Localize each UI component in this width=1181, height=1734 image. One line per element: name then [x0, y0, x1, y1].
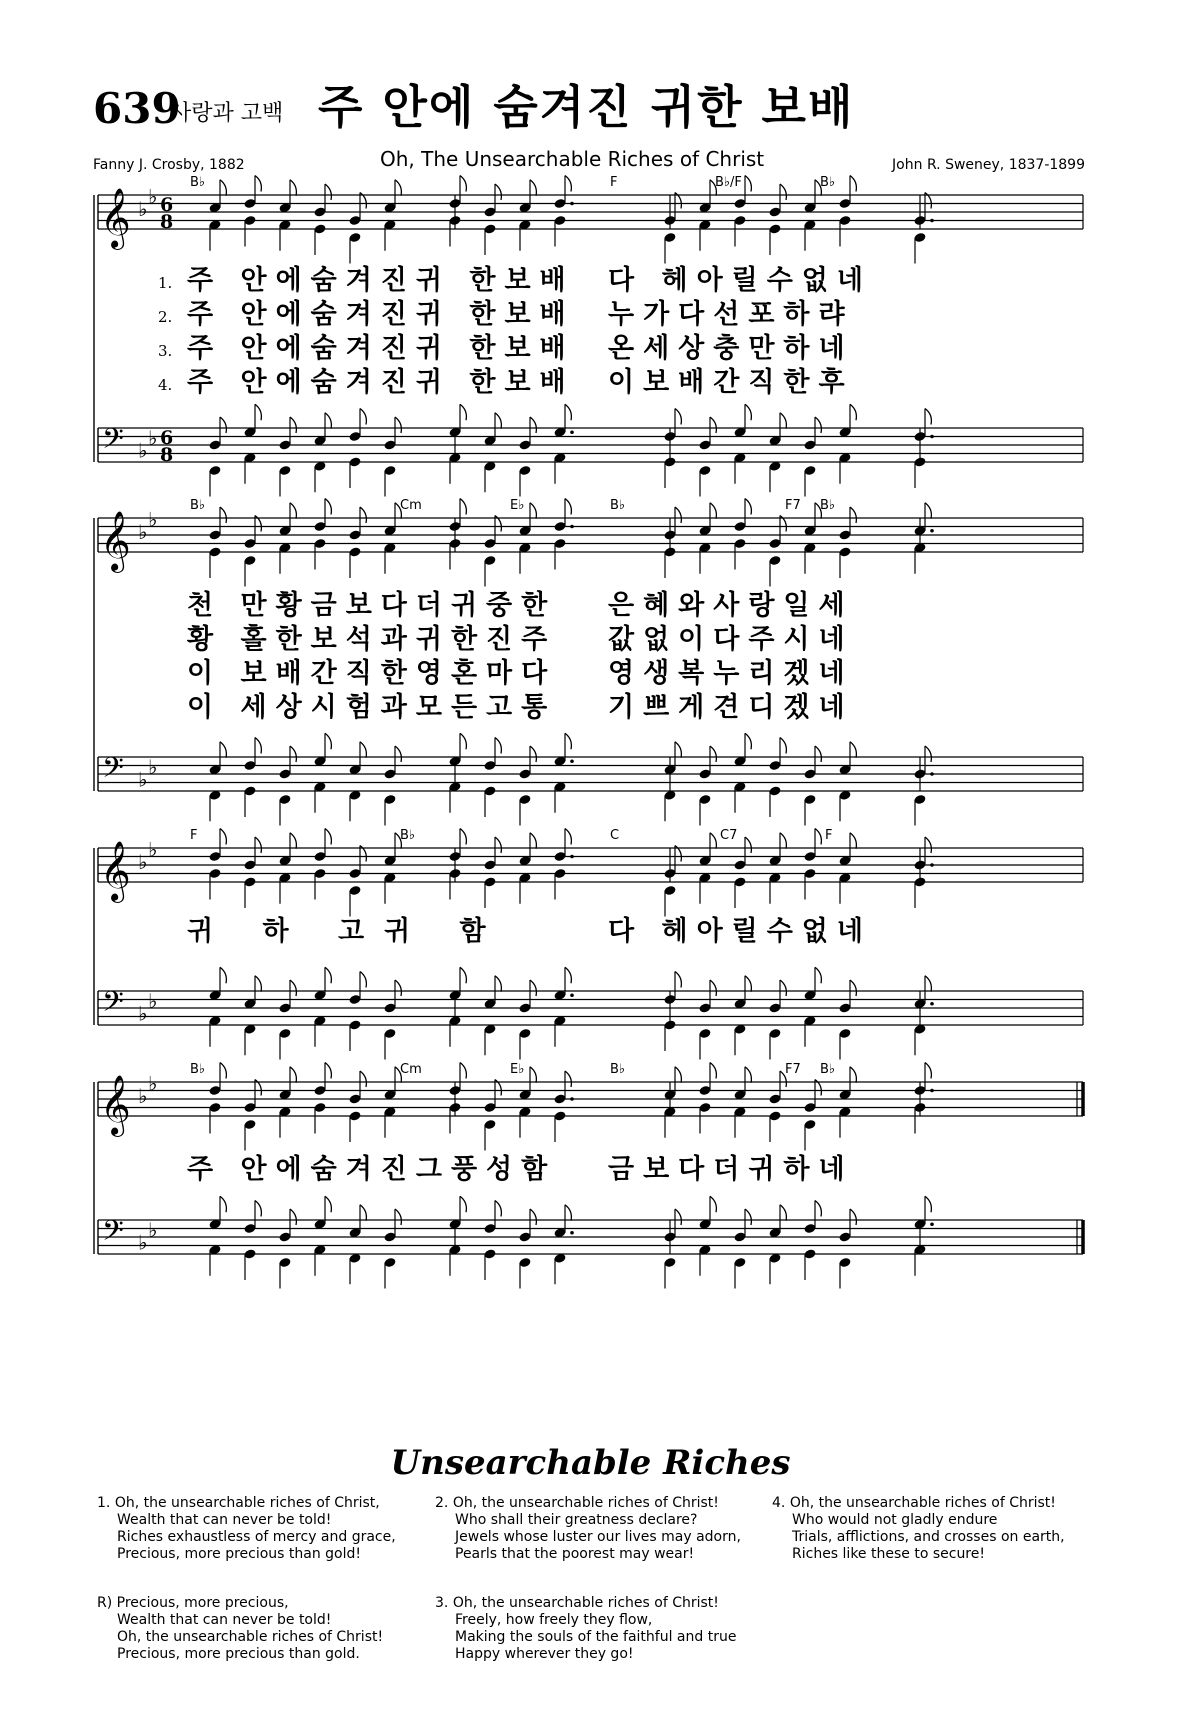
dot — [570, 993, 574, 997]
note-flag — [565, 1071, 571, 1087]
note-flag — [565, 733, 571, 749]
key-flat: ♭ — [148, 1217, 158, 1242]
note-flag — [220, 829, 226, 845]
chord-symbol: B♭ — [190, 175, 206, 190]
note-flag — [360, 742, 366, 758]
key-flat: ♭ — [138, 850, 148, 874]
note-flag — [395, 980, 401, 996]
key-flat: ♭ — [148, 1071, 158, 1096]
lyric-line-part-b: 다 헤아릴수없네 — [608, 265, 872, 296]
note-flag — [925, 409, 931, 425]
lyric-line-part-b: 영생복누리겠네 — [608, 658, 854, 689]
note-flag — [675, 972, 681, 988]
chord-symbol: B♭ — [610, 1062, 626, 1077]
chord-symbol: B♭/F — [715, 175, 742, 190]
note-flag — [460, 1063, 466, 1079]
verse-number: 3. — [158, 342, 173, 360]
note-flag — [495, 1201, 501, 1217]
chord-symbol: F — [190, 828, 198, 843]
note-flag — [780, 184, 786, 200]
verse-line: 4. Oh, the unsearchable riches of Christ! — [772, 1495, 1056, 1511]
note-flag — [220, 180, 226, 196]
bass-clef: 𝄢 — [102, 1214, 124, 1255]
chord-symbol: F — [825, 828, 833, 843]
bass-clef: 𝄢 — [102, 751, 124, 792]
english-title: Oh, The Unsearchable Riches of Christ — [380, 147, 765, 171]
key-flat: ♭ — [138, 767, 148, 792]
note-flag — [360, 1205, 366, 1221]
note-flag — [360, 1071, 366, 1087]
note-flag — [220, 967, 226, 983]
note-flag — [745, 176, 751, 192]
note-flag — [850, 176, 856, 192]
note-flag — [710, 503, 716, 519]
note-flag — [460, 1196, 466, 1212]
note-flag — [395, 417, 401, 433]
note-flag — [395, 1209, 401, 1225]
note-flag — [675, 507, 681, 523]
lyric-line-part-a: 주 안에숨겨진귀 한보배 — [187, 333, 575, 364]
note-flag — [290, 503, 296, 519]
note-flag — [850, 833, 856, 849]
note-flag — [710, 1063, 716, 1079]
note-flag — [460, 733, 466, 749]
chord-symbol: B♭ — [190, 1062, 206, 1077]
note-flag — [565, 1205, 571, 1221]
dot — [570, 1097, 574, 1101]
english-verse-1 — [97, 1495, 396, 1563]
verse-line: Making the souls of the faithful and true — [455, 1629, 737, 1645]
hymn-category: 사랑과 고백 — [170, 101, 284, 126]
time-sig-bottom: 8 — [160, 444, 174, 466]
note-flag — [460, 499, 466, 515]
note-flag — [780, 833, 786, 849]
note-flag — [745, 976, 751, 992]
note-flag — [565, 499, 571, 515]
note-flag — [925, 746, 931, 762]
lyric-line-part-a: 주 안에숨겨진그풍성함 — [187, 1154, 557, 1185]
note-flag — [530, 980, 536, 996]
note-flag — [850, 1067, 856, 1083]
dot — [570, 1231, 574, 1235]
dot — [930, 1002, 934, 1006]
note-flag — [745, 404, 751, 420]
note-flag — [325, 1063, 331, 1079]
lyric-line-part-b: 다 헤아릴수없네 — [608, 916, 872, 947]
note-flag — [675, 742, 681, 758]
note-flag — [530, 417, 536, 433]
note-flag — [255, 176, 261, 192]
verse-line: R) Precious, more precious, — [97, 1595, 289, 1611]
lyric-line-part-b: 온세상충만하네 — [608, 333, 854, 364]
dot — [930, 1089, 934, 1093]
dot — [570, 202, 574, 206]
note-flag — [780, 738, 786, 754]
chord-symbol: F7 — [785, 498, 801, 513]
lyric-line-part-a: 천 만황금보다더귀중한 — [187, 590, 557, 621]
key-flat: ♭ — [148, 988, 158, 1013]
dot — [570, 430, 574, 434]
verse-line: Freely, how freely they flow, — [455, 1612, 653, 1628]
note-flag — [815, 967, 821, 983]
key-flat: ♭ — [138, 1230, 148, 1255]
note-flag — [290, 980, 296, 996]
note-flag — [850, 507, 856, 523]
note-flag — [495, 837, 501, 853]
note-flag — [395, 180, 401, 196]
verse-line: 2. Oh, the unsearchable riches of Christ! — [435, 1495, 719, 1511]
verse-line: Riches exhaustless of mercy and grace, — [117, 1529, 396, 1545]
dot — [570, 525, 574, 529]
note-flag — [255, 837, 261, 853]
chord-symbol: B♭ — [400, 828, 416, 843]
note-flag — [220, 742, 226, 758]
note-flag — [360, 507, 366, 523]
note-flag — [850, 1209, 856, 1225]
english-verse-4 — [772, 1495, 1065, 1563]
note-flag — [220, 417, 226, 433]
note-flag — [460, 829, 466, 845]
note-flag — [850, 404, 856, 420]
chord-symbol: E♭ — [510, 1062, 525, 1077]
dot — [930, 435, 934, 439]
note-flag — [255, 738, 261, 754]
hymn-number: 639 — [93, 84, 181, 133]
note-flag — [925, 976, 931, 992]
verse-line: Jewels whose luster our lives may adorn, — [455, 1529, 741, 1545]
lyric-line-part-b: 금보다더귀하네 — [608, 1154, 854, 1185]
note-flag — [745, 1067, 751, 1083]
note-flag — [710, 746, 716, 762]
note-flag — [780, 980, 786, 996]
verse-line: Wealth that can never be told! — [117, 1512, 332, 1528]
verse-line: 3. Oh, the unsearchable riches of Christ! — [435, 1595, 719, 1611]
treble-clef: 𝄞 — [100, 511, 131, 571]
verse-line: Precious, more precious than gold! — [117, 1546, 362, 1562]
note-flag — [675, 409, 681, 425]
note-flag — [850, 742, 856, 758]
english-verse-2 — [435, 1495, 741, 1563]
note-flag — [850, 980, 856, 996]
verse-number: 1. — [158, 274, 173, 292]
note-flag — [530, 746, 536, 762]
lyric-line-part-b: 값없이다주시네 — [608, 624, 854, 655]
note-flag — [710, 417, 716, 433]
note-flag — [495, 184, 501, 200]
note-flag — [290, 417, 296, 433]
lyric-line-part-b: 기쁘게견디겠네 — [608, 692, 854, 723]
note-flag — [710, 1196, 716, 1212]
lyric-line-part-a: 주 안에숨겨진귀 한보배 — [187, 367, 575, 398]
note-flag — [745, 1209, 751, 1225]
time-sig-top: 6 — [160, 194, 174, 216]
note-flag — [360, 972, 366, 988]
lyric-line-part-a: 주 안에숨겨진귀 한보배 — [187, 265, 575, 296]
note-flag — [290, 833, 296, 849]
note-flag — [325, 413, 331, 429]
note-flag — [745, 733, 751, 749]
key-flat: ♭ — [138, 520, 148, 544]
note-flag — [780, 413, 786, 429]
verse-line: Trials, afflictions, and crosses on earth, — [792, 1529, 1065, 1545]
note-flag — [255, 1201, 261, 1217]
key-flat: ♭ — [148, 507, 158, 532]
note-flag — [290, 746, 296, 762]
chord-symbol: B♭ — [820, 1062, 836, 1077]
time-sig-top: 6 — [160, 427, 174, 449]
key-flat: ♭ — [148, 754, 158, 779]
note-flag — [290, 180, 296, 196]
note-flag — [220, 1063, 226, 1079]
dot — [930, 219, 934, 223]
note-flag — [495, 413, 501, 429]
verse-line: Wealth that can never be told! — [117, 1612, 332, 1628]
chord-symbol: C — [610, 828, 620, 843]
note-flag — [495, 738, 501, 754]
note-flag — [255, 404, 261, 420]
note-flag — [325, 499, 331, 515]
note-flag — [780, 1205, 786, 1221]
time-sig-bottom: 8 — [160, 211, 174, 233]
bass-clef: 𝄢 — [102, 985, 124, 1026]
key-flat: ♭ — [138, 1084, 148, 1108]
note-flag — [530, 1067, 536, 1083]
lyric-line-part-b: 누가다선포하랴 — [608, 299, 854, 330]
treble-clef: 𝄞 — [100, 1075, 131, 1135]
verse-line: Pearls that the poorest may wear! — [455, 1546, 695, 1562]
chord-symbol: B♭ — [190, 498, 206, 513]
dot — [930, 863, 934, 867]
note-flag — [530, 833, 536, 849]
note-flag — [530, 1209, 536, 1225]
dot — [930, 529, 934, 533]
note-flag — [925, 503, 931, 519]
english-hymn-title: Unsearchable Riches — [390, 1443, 791, 1483]
note-flag — [290, 1209, 296, 1225]
treble-clef: 𝄞 — [100, 188, 131, 248]
lyric-line-part-b: 이보배간직한후 — [608, 367, 854, 398]
english-verse-3 — [435, 1595, 736, 1663]
chord-symbol: F — [610, 175, 618, 190]
chord-symbol: F7 — [785, 1062, 801, 1077]
lyric-line-part-b: 은혜와사랑일세 — [608, 590, 854, 621]
key-flat: ♭ — [148, 184, 158, 209]
note-flag — [745, 837, 751, 853]
chord-symbol: B♭ — [820, 498, 836, 513]
note-flag — [325, 184, 331, 200]
note-flag — [925, 837, 931, 853]
note-flag — [925, 1196, 931, 1212]
key-flat: ♭ — [148, 837, 158, 862]
note-flag — [815, 417, 821, 433]
dot — [930, 772, 934, 776]
lyric-line-part-a: 주 안에숨겨진귀 한보배 — [187, 299, 575, 330]
lyric-line-part-a: 귀 하 고귀 함 — [187, 916, 506, 947]
chord-symbol: E♭ — [510, 498, 525, 513]
key-flat: ♭ — [138, 197, 148, 221]
korean-title: 주 안에 숨겨진 귀한 보배 — [318, 80, 855, 134]
note-flag — [565, 829, 571, 845]
note-flag — [360, 409, 366, 425]
note-flag — [290, 1067, 296, 1083]
verse-line: Who shall their greatness declare? — [455, 1512, 698, 1528]
note-flag — [710, 980, 716, 996]
verse-number: 4. — [158, 376, 173, 394]
key-flat: ♭ — [138, 438, 148, 463]
note-flag — [325, 967, 331, 983]
chord-symbol: Cm — [400, 498, 422, 513]
note-flag — [220, 1196, 226, 1212]
lyric-line-part-a: 이 세상시험과모든고통 — [187, 692, 557, 723]
chord-symbol: C7 — [720, 828, 738, 843]
note-flag — [460, 404, 466, 420]
composer-credit: John R. Sweney, 1837-1899 — [892, 157, 1085, 173]
note-flag — [220, 507, 226, 523]
note-flag — [395, 746, 401, 762]
note-flag — [675, 1067, 681, 1083]
note-flag — [815, 829, 821, 845]
note-flag — [530, 180, 536, 196]
dot — [570, 855, 574, 859]
author-credit: Fanny J. Crosby, 1882 — [93, 157, 245, 173]
verse-number: 2. — [158, 308, 173, 326]
note-flag — [745, 499, 751, 515]
note-flag — [565, 404, 571, 420]
note-flag — [495, 976, 501, 992]
verse-line: Precious, more precious than gold. — [117, 1646, 360, 1662]
note-flag — [565, 176, 571, 192]
note-flag — [815, 746, 821, 762]
note-flag — [325, 829, 331, 845]
chord-symbol: B♭ — [610, 498, 626, 513]
note-flag — [565, 967, 571, 983]
note-flag — [460, 176, 466, 192]
verse-line: Riches like these to secure! — [792, 1546, 985, 1562]
lyric-line-part-a: 이 보배간직한영혼마다 — [187, 658, 557, 689]
verse-line: Happy wherever they go! — [455, 1646, 634, 1662]
note-flag — [460, 967, 466, 983]
lyric-line-part-a: 황 홀한보석과귀한진주 — [187, 624, 557, 655]
treble-clef: 𝄞 — [100, 841, 131, 901]
dot — [930, 1222, 934, 1226]
dot — [570, 759, 574, 763]
key-flat: ♭ — [138, 1001, 148, 1026]
chord-symbol: Cm — [400, 1062, 422, 1077]
verse-line: 1. Oh, the unsearchable riches of Christ, — [97, 1495, 380, 1511]
note-flag — [530, 503, 536, 519]
note-flag — [325, 733, 331, 749]
note-flag — [925, 1063, 931, 1079]
chord-symbol: B♭ — [820, 175, 836, 190]
note-flag — [255, 976, 261, 992]
verse-line: Who would not gladly endure — [792, 1512, 998, 1528]
note-flag — [710, 833, 716, 849]
key-flat: ♭ — [148, 425, 158, 450]
verse-line: Oh, the unsearchable riches of Christ! — [117, 1629, 384, 1645]
note-flag — [325, 1196, 331, 1212]
english-refrain — [97, 1595, 383, 1663]
note-flag — [815, 1201, 821, 1217]
note-flag — [675, 1209, 681, 1225]
bass-clef: 𝄢 — [102, 422, 124, 463]
